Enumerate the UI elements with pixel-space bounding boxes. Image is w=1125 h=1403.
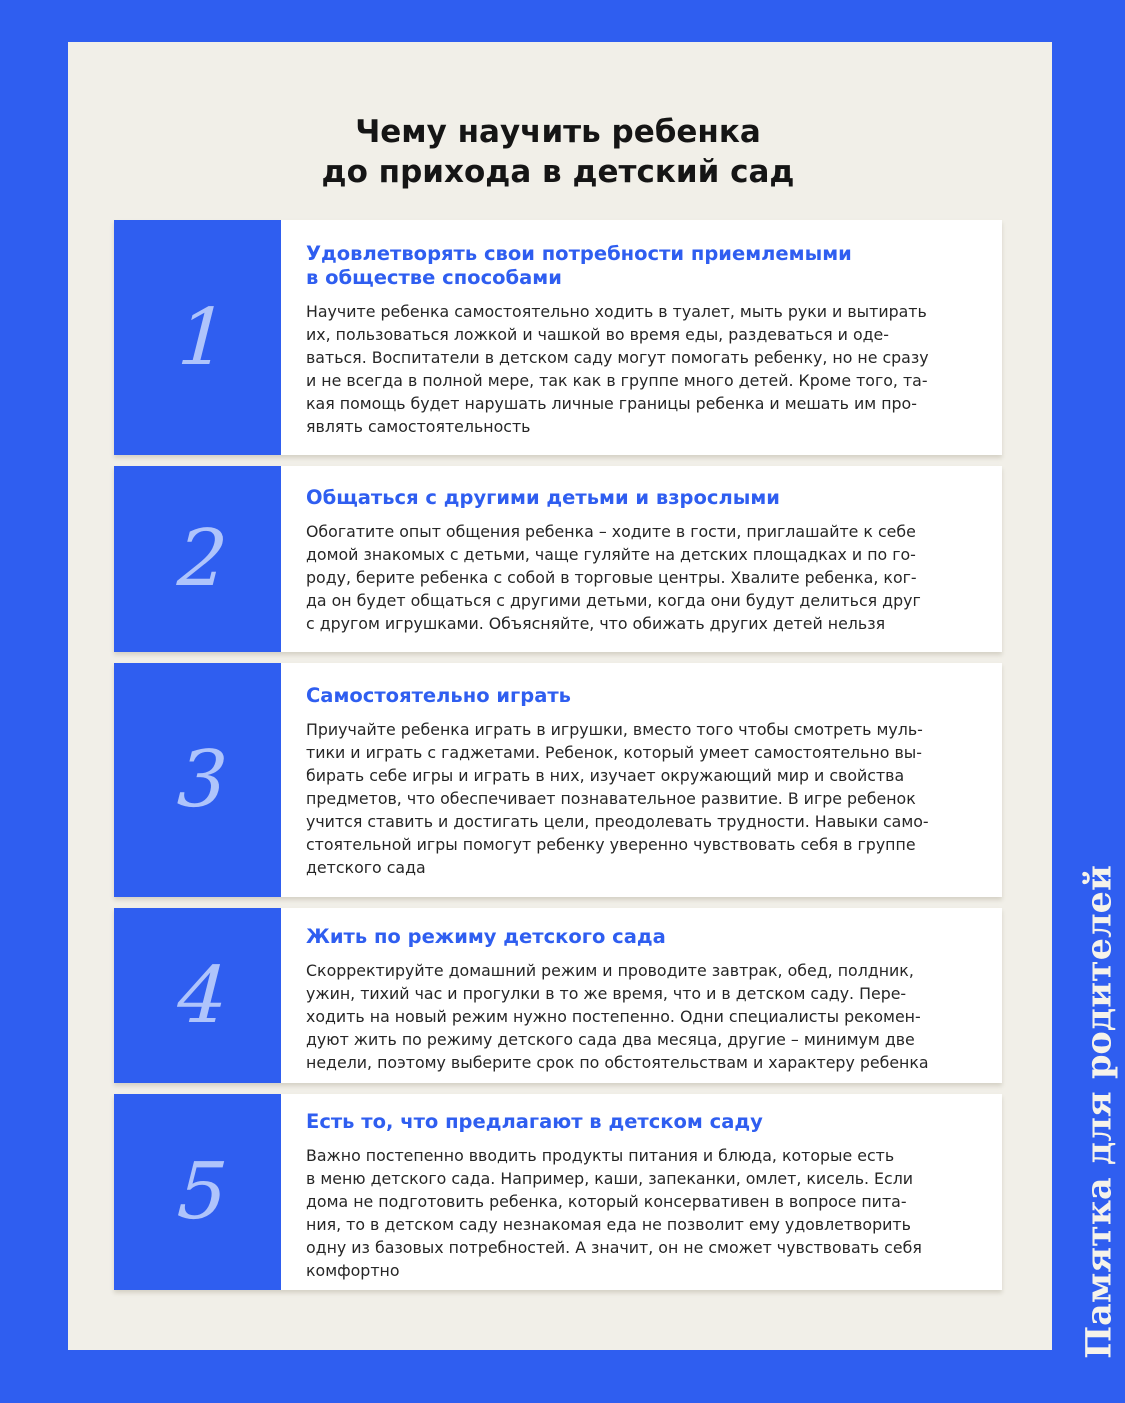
tip-content (281, 466, 1002, 652)
tip-heading-line: Жить по режиму детского сада (306, 925, 666, 948)
tip-item-3 (114, 663, 1002, 897)
tip-text-line: Важно постепенно вводить продукты питания и блюда, которые есть (306, 1146, 895, 1165)
tip-text (306, 959, 978, 1074)
tip-text-line: бирать себе игры и играть в них, изучает окружающий мир и свойства (306, 766, 905, 785)
tip-heading-line: Удовлетворять свои потребности приемлемыми (306, 242, 852, 265)
tip-text-line: кая помощь будет нарушать личные границы ребенка и мешать им про- (306, 394, 917, 413)
tip-content (281, 663, 1002, 897)
tip-heading (306, 925, 978, 949)
tip-content (281, 220, 1002, 455)
tip-text-line: стоятельной игры помогут ребенку уверенно чувствовать себя в группе (306, 835, 916, 854)
tip-number-block (114, 663, 281, 897)
tip-text-line: ния, то в детском саду незнакомая еда не позволит ему удовлетворить (306, 1215, 911, 1234)
tip-text-line: с другом игрушками. Объясняйте, что обижать других детей нельзя (306, 614, 886, 633)
tip-item-1 (114, 220, 1002, 455)
tip-number-block (114, 220, 281, 455)
tip-heading-line: Самостоятельно играть (306, 684, 571, 707)
tip-number-block (114, 1094, 281, 1290)
tip-text-line: одну из базовых потребностей. А значит, он не сможет чувствовать себя (306, 1238, 922, 1257)
tip-item-5 (114, 1094, 1002, 1290)
tip-text-line: ваться. Воспитатели в детском саду могут помогать ребенку, но не сразу (306, 348, 929, 367)
tip-number-block (114, 466, 281, 652)
tip-text-line: тики и играть с гаджетами. Ребенок, который умеет самостоятельно вы- (306, 743, 922, 762)
tip-number: 4 (165, 950, 239, 1041)
tip-text-line: Научите ребенка самостоятельно ходить в туалет, мыть руки и вытирать (306, 302, 927, 321)
tip-text-line: предметов, что обеспечивает познавательное развитие. В игре ребенок (306, 789, 916, 808)
tip-heading (306, 684, 978, 708)
tip-text-line: являть самостоятельность (306, 417, 531, 436)
tip-text (306, 300, 978, 438)
tip-text-line: детского сада (306, 858, 426, 877)
page-title (68, 112, 1048, 192)
tip-number: 5 (165, 1147, 239, 1237)
tip-item-2 (114, 466, 1002, 652)
tip-number-block (114, 908, 281, 1083)
tip-text-line: дома не подготовить ребенка, который консервативен в вопросе пита- (306, 1192, 907, 1211)
tip-text-line: комфортно (306, 1261, 400, 1280)
tip-text-line: ходить на новый режим нужно постепенно. Одни специалисты рекомен- (306, 1007, 921, 1026)
tip-text-line: дуют жить по режиму детского сада два месяца, другие – минимум две (306, 1030, 915, 1049)
tip-text-line: домой знакомых с детьми, чаще гуляйте на детских площадках и по го- (306, 545, 916, 564)
tip-heading-line: в обществе способами (306, 266, 562, 289)
tip-heading (306, 242, 978, 290)
tip-number: 3 (165, 735, 239, 825)
tip-text-line: ужин, тихий час и прогулки в то же время, что и в детском саду. Пере- (306, 984, 907, 1003)
tip-text-line: да он будет общаться с другими детьми, когда они будут делиться друг (306, 591, 921, 610)
tip-text-line: в меню детского сада. Например, каши, запеканки, омлет, кисель. Если (306, 1169, 914, 1188)
tip-text-line: Приучайте ребенка играть в игрушки, вместо того чтобы смотреть муль- (306, 720, 923, 739)
tip-content (281, 1094, 1002, 1290)
title-line-2: до прихода в детский сад (321, 154, 795, 190)
tip-text-line: Скорректируйте домашний режим и проводите завтрак, обед, полдник, (306, 961, 914, 980)
tip-text-line: учится ставить и достигать цели, преодолевать трудности. Навыки само- (306, 812, 929, 831)
tip-text (306, 1144, 978, 1282)
memo-card (68, 42, 1052, 1350)
tip-text (306, 520, 978, 635)
side-label: Памятка для родителей (1078, 865, 1120, 1359)
tip-item-4 (114, 908, 1002, 1083)
tip-text-line: недели, поэтому выберите срок по обстоятельствам и характеру ребенка (306, 1053, 929, 1072)
tip-text-line: и не всегда в полной мере, так как в группе много детей. Кроме того, та- (306, 371, 928, 390)
tip-number: 2 (165, 514, 239, 604)
tip-heading (306, 1110, 978, 1134)
tip-text-line: их, пользоваться ложкой и чашкой во время еды, раздеваться и оде- (306, 325, 889, 344)
tip-number: 1 (165, 292, 239, 383)
tip-content (281, 908, 1002, 1083)
tip-text (306, 718, 978, 879)
tip-text-line: Обогатите опыт общения ребенка – ходите в гости, приглашайте к себе (306, 522, 916, 541)
title-line-1: Чему научить ребенка (355, 114, 761, 150)
tip-heading-line: Есть то, что предлагают в детском саду (306, 1110, 763, 1133)
tip-heading-line: Общаться с другими детьми и взрослыми (306, 486, 780, 509)
tip-text-line: роду, берите ребенка с собой в торговые центры. Хвалите ребенка, ког- (306, 568, 917, 587)
tip-heading (306, 486, 978, 510)
